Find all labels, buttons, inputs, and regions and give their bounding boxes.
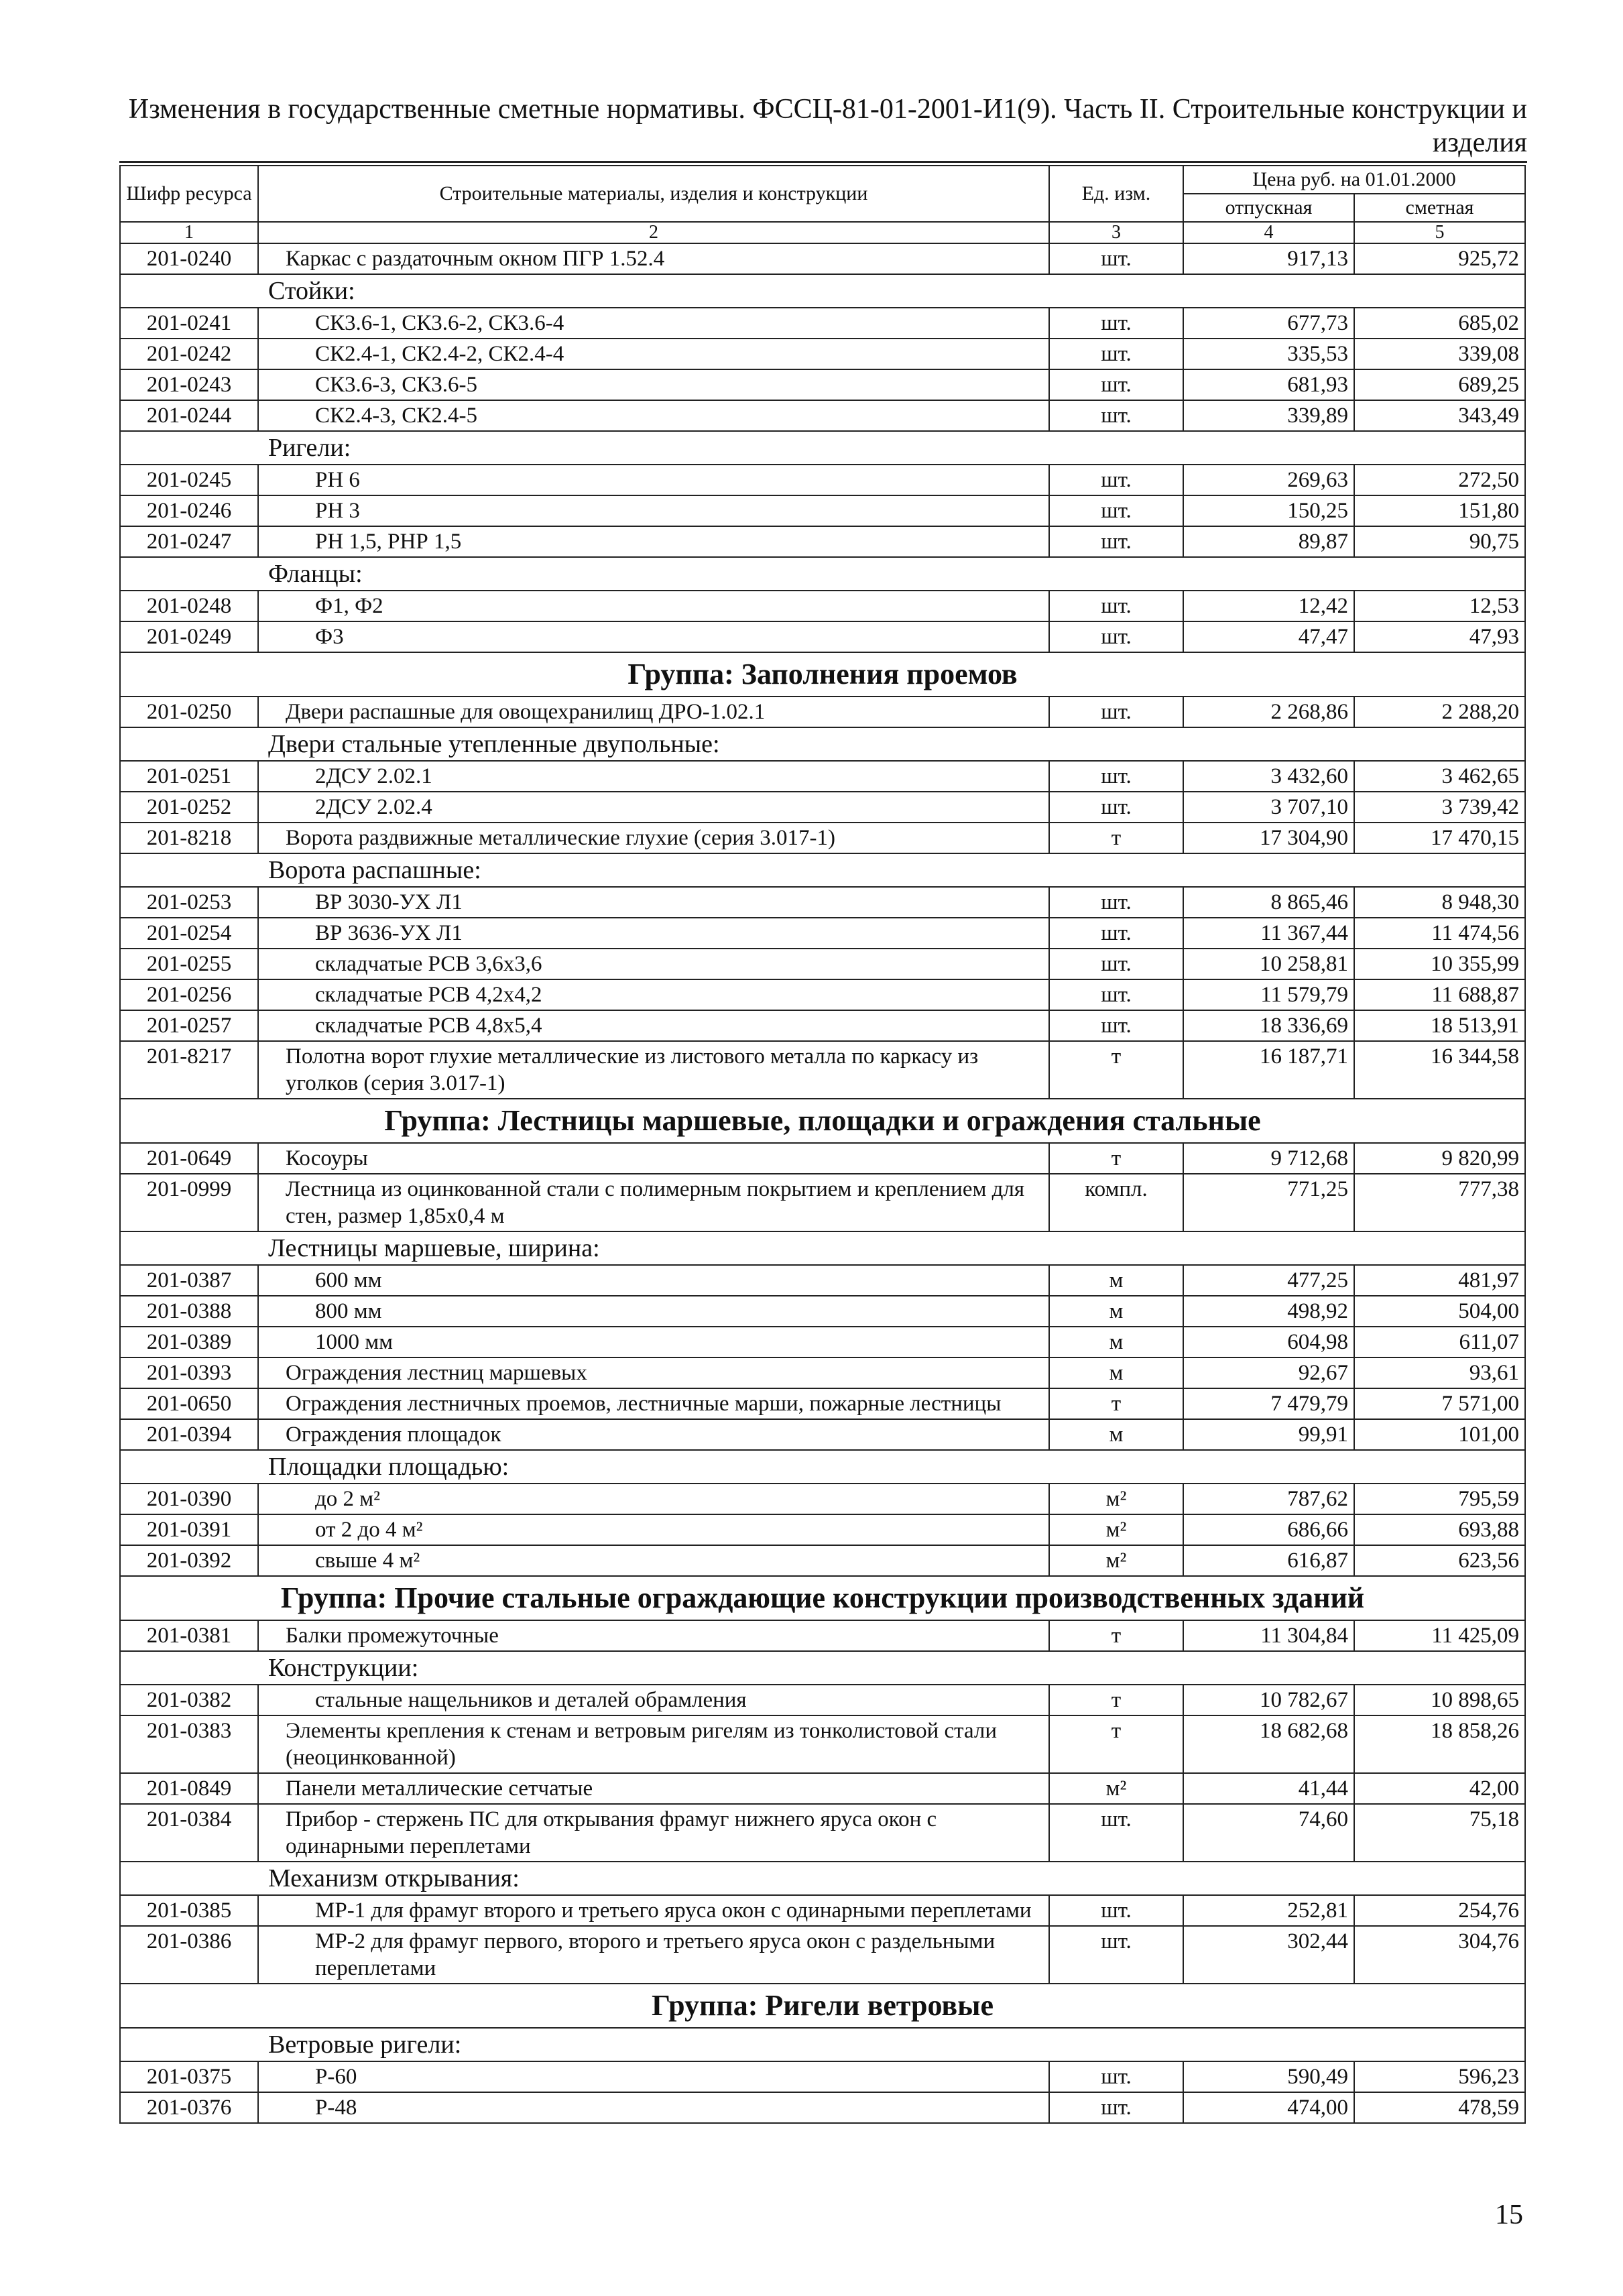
table-row bbox=[120, 1041, 1525, 1099]
item-name: от 2 до 4 м² bbox=[258, 1514, 1049, 1545]
item-name: Полотна ворот глухие металлические из листового металла по каркасу из уголков (серия 3.017-1) bbox=[258, 1041, 1049, 1099]
estimate-price: 9 820,99 bbox=[1354, 1143, 1525, 1174]
unit-cell: т bbox=[1049, 1143, 1183, 1174]
unit-cell: шт. bbox=[1049, 1895, 1183, 1926]
release-price: 2 268,86 bbox=[1183, 697, 1354, 727]
resource-code: 201-0383 bbox=[120, 1715, 258, 1773]
section-row bbox=[120, 1651, 1525, 1685]
release-price: 686,66 bbox=[1183, 1514, 1354, 1545]
estimate-price: 795,59 bbox=[1354, 1484, 1525, 1514]
release-price: 302,44 bbox=[1183, 1926, 1354, 1984]
section-title: Фланцы: bbox=[120, 557, 1525, 591]
release-price: 3 707,10 bbox=[1183, 792, 1354, 823]
item-name: МР-2 для фрамуг первого, второго и третьего яруса окон с раздельными переплетами bbox=[258, 1926, 1049, 1984]
table-row bbox=[120, 591, 1525, 621]
release-price: 74,60 bbox=[1183, 1804, 1354, 1862]
item-name: Лестница из оцинкованной стали с полимерным покрытием и креплением для стен, размер 1,85x0,4 м bbox=[258, 1174, 1049, 1231]
item-name: Балки промежуточные bbox=[258, 1620, 1049, 1651]
estimate-price: 101,00 bbox=[1354, 1419, 1525, 1450]
resource-code: 201-0391 bbox=[120, 1514, 258, 1545]
table-row bbox=[120, 400, 1525, 431]
table-body bbox=[120, 243, 1525, 2123]
price-table bbox=[119, 165, 1526, 2124]
item-name: 800 мм bbox=[258, 1296, 1049, 1327]
section-title: Ригели: bbox=[120, 431, 1525, 465]
item-name: СК2.4-1, СК2.4-2, СК2.4-4 bbox=[258, 339, 1049, 369]
column-index: 5 bbox=[1354, 222, 1525, 243]
estimate-price: 151,80 bbox=[1354, 495, 1525, 526]
release-price: 474,00 bbox=[1183, 2092, 1354, 2123]
unit-cell: т bbox=[1049, 1620, 1183, 1651]
release-price: 269,63 bbox=[1183, 465, 1354, 495]
table-row bbox=[120, 243, 1525, 274]
estimate-price: 16 344,58 bbox=[1354, 1041, 1525, 1099]
table-row bbox=[120, 339, 1525, 369]
table-row bbox=[120, 697, 1525, 727]
item-name: Элементы крепления к стенам и ветровым ригелям из тонколистовой стали (неоцинкованной) bbox=[258, 1715, 1049, 1773]
header-name: Строительные материалы, изделия и конструкции bbox=[258, 166, 1049, 222]
release-price: 339,89 bbox=[1183, 400, 1354, 431]
group-title: Группа: Заполнения проемов bbox=[120, 652, 1525, 697]
release-price: 18 336,69 bbox=[1183, 1010, 1354, 1041]
document-header: Изменения в государственные сметные нормативы. ФССЦ-81-01-2001-И1(9). Часть II. Строительные конструкции и изделия bbox=[119, 93, 1527, 163]
estimate-price: 10 355,99 bbox=[1354, 949, 1525, 979]
unit-cell: шт. bbox=[1049, 339, 1183, 369]
unit-cell: шт. bbox=[1049, 621, 1183, 652]
section-title: Площадки площадью: bbox=[120, 1450, 1525, 1484]
estimate-price: 10 898,65 bbox=[1354, 1685, 1525, 1715]
item-name: РН 1,5, РНР 1,5 bbox=[258, 526, 1049, 557]
unit-cell: шт. bbox=[1049, 369, 1183, 400]
estimate-price: 3 462,65 bbox=[1354, 761, 1525, 792]
unit-cell: шт. bbox=[1049, 761, 1183, 792]
resource-code: 201-0999 bbox=[120, 1174, 258, 1231]
item-name: Ворота раздвижные металлические глухие (серия 3.017-1) bbox=[258, 823, 1049, 853]
item-name: ВР 3030-УХ Л1 bbox=[258, 887, 1049, 918]
item-name: складчатые РСВ 3,6x3,6 bbox=[258, 949, 1049, 979]
resource-code: 201-0849 bbox=[120, 1773, 258, 1804]
unit-cell: м² bbox=[1049, 1773, 1183, 1804]
table-row bbox=[120, 1685, 1525, 1715]
estimate-price: 478,59 bbox=[1354, 2092, 1525, 2123]
estimate-price: 343,49 bbox=[1354, 400, 1525, 431]
resource-code: 201-0389 bbox=[120, 1327, 258, 1357]
unit-cell: шт. bbox=[1049, 495, 1183, 526]
unit-cell: шт. bbox=[1049, 400, 1183, 431]
estimate-price: 17 470,15 bbox=[1354, 823, 1525, 853]
estimate-price: 925,72 bbox=[1354, 243, 1525, 274]
item-name: Косоуры bbox=[258, 1143, 1049, 1174]
table-row bbox=[120, 1620, 1525, 1651]
resource-code: 201-0257 bbox=[120, 1010, 258, 1041]
resource-code: 201-8218 bbox=[120, 823, 258, 853]
estimate-price: 42,00 bbox=[1354, 1773, 1525, 1804]
estimate-price: 254,76 bbox=[1354, 1895, 1525, 1926]
table-row bbox=[120, 792, 1525, 823]
release-price: 477,25 bbox=[1183, 1265, 1354, 1296]
item-name: свыше 4 м² bbox=[258, 1545, 1049, 1576]
unit-cell: т bbox=[1049, 1685, 1183, 1715]
estimate-price: 18 858,26 bbox=[1354, 1715, 1525, 1773]
release-price: 18 682,68 bbox=[1183, 1715, 1354, 1773]
header-code: Шифр ресурса bbox=[120, 166, 258, 222]
estimate-price: 7 571,00 bbox=[1354, 1388, 1525, 1419]
resource-code: 201-0242 bbox=[120, 339, 258, 369]
table-row bbox=[120, 1419, 1525, 1450]
release-price: 99,91 bbox=[1183, 1419, 1354, 1450]
item-name: Ограждения площадок bbox=[258, 1419, 1049, 1450]
column-index: 3 bbox=[1049, 222, 1183, 243]
unit-cell: шт. bbox=[1049, 1926, 1183, 1984]
resource-code: 201-0375 bbox=[120, 2061, 258, 2092]
resource-code: 201-0394 bbox=[120, 1419, 258, 1450]
item-name: РН 6 bbox=[258, 465, 1049, 495]
estimate-price: 18 513,91 bbox=[1354, 1010, 1525, 1041]
estimate-price: 304,76 bbox=[1354, 1926, 1525, 1984]
header-estimate: сметная bbox=[1354, 194, 1525, 222]
table-row bbox=[120, 1715, 1525, 1773]
section-row bbox=[120, 274, 1525, 308]
release-price: 92,67 bbox=[1183, 1357, 1354, 1388]
estimate-price: 11 474,56 bbox=[1354, 918, 1525, 949]
header-release: отпускная bbox=[1183, 194, 1354, 222]
resource-code: 201-0243 bbox=[120, 369, 258, 400]
unit-cell: шт. bbox=[1049, 1804, 1183, 1862]
resource-code: 201-0382 bbox=[120, 1685, 258, 1715]
group-row bbox=[120, 1576, 1525, 1620]
estimate-price: 504,00 bbox=[1354, 1296, 1525, 1327]
table-row bbox=[120, 979, 1525, 1010]
release-price: 604,98 bbox=[1183, 1327, 1354, 1357]
table-row bbox=[120, 1143, 1525, 1174]
resource-code: 201-0390 bbox=[120, 1484, 258, 1514]
table-row bbox=[120, 949, 1525, 979]
resource-code: 201-0252 bbox=[120, 792, 258, 823]
estimate-price: 11 425,09 bbox=[1354, 1620, 1525, 1651]
unit-cell: шт. bbox=[1049, 887, 1183, 918]
group-row bbox=[120, 1099, 1525, 1143]
release-price: 10 258,81 bbox=[1183, 949, 1354, 979]
section-title: Механизм открывания: bbox=[120, 1862, 1525, 1895]
unit-cell: шт. bbox=[1049, 308, 1183, 339]
table-row bbox=[120, 621, 1525, 652]
resource-code: 201-0385 bbox=[120, 1895, 258, 1926]
unit-cell: м bbox=[1049, 1265, 1183, 1296]
release-price: 47,47 bbox=[1183, 621, 1354, 652]
item-name: до 2 м² bbox=[258, 1484, 1049, 1514]
unit-cell: м bbox=[1049, 1327, 1183, 1357]
release-price: 771,25 bbox=[1183, 1174, 1354, 1231]
unit-cell: шт. bbox=[1049, 526, 1183, 557]
release-price: 787,62 bbox=[1183, 1484, 1354, 1514]
table-row bbox=[120, 1514, 1525, 1545]
section-title: Стойки: bbox=[120, 274, 1525, 308]
release-price: 616,87 bbox=[1183, 1545, 1354, 1576]
section-row bbox=[120, 727, 1525, 761]
estimate-price: 693,88 bbox=[1354, 1514, 1525, 1545]
table-row bbox=[120, 918, 1525, 949]
estimate-price: 611,07 bbox=[1354, 1327, 1525, 1357]
resource-code: 201-0254 bbox=[120, 918, 258, 949]
unit-cell: шт. bbox=[1049, 243, 1183, 274]
unit-cell: компл. bbox=[1049, 1174, 1183, 1231]
section-row bbox=[120, 557, 1525, 591]
resource-code: 201-0381 bbox=[120, 1620, 258, 1651]
unit-cell: шт. bbox=[1049, 591, 1183, 621]
release-price: 3 432,60 bbox=[1183, 761, 1354, 792]
resource-code: 201-0392 bbox=[120, 1545, 258, 1576]
group-title: Группа: Лестницы маршевые, площадки и ограждения стальные bbox=[120, 1099, 1525, 1143]
item-name: ВР 3636-УХ Л1 bbox=[258, 918, 1049, 949]
release-price: 16 187,71 bbox=[1183, 1041, 1354, 1099]
resource-code: 201-0250 bbox=[120, 697, 258, 727]
table-row bbox=[120, 369, 1525, 400]
release-price: 41,44 bbox=[1183, 1773, 1354, 1804]
unit-cell: шт. bbox=[1049, 1010, 1183, 1041]
release-price: 150,25 bbox=[1183, 495, 1354, 526]
unit-cell: шт. bbox=[1049, 697, 1183, 727]
estimate-price: 777,38 bbox=[1354, 1174, 1525, 1231]
estimate-price: 3 739,42 bbox=[1354, 792, 1525, 823]
item-name: СК2.4-3, СК2.4-5 bbox=[258, 400, 1049, 431]
resource-code: 201-0376 bbox=[120, 2092, 258, 2123]
release-price: 590,49 bbox=[1183, 2061, 1354, 2092]
item-name: Р-60 bbox=[258, 2061, 1049, 2092]
section-row bbox=[120, 2028, 1525, 2061]
resource-code: 201-0384 bbox=[120, 1804, 258, 1862]
resource-code: 201-8217 bbox=[120, 1041, 258, 1099]
estimate-price: 623,56 bbox=[1354, 1545, 1525, 1576]
table-row bbox=[120, 308, 1525, 339]
resource-code: 201-0256 bbox=[120, 979, 258, 1010]
release-price: 10 782,67 bbox=[1183, 1685, 1354, 1715]
item-name: Ограждения лестничных проемов, лестничные марши, пожарные лестницы bbox=[258, 1388, 1049, 1419]
table-row bbox=[120, 1327, 1525, 1357]
unit-cell: шт. bbox=[1049, 918, 1183, 949]
unit-cell: шт. bbox=[1049, 2092, 1183, 2123]
resource-code: 201-0253 bbox=[120, 887, 258, 918]
item-name: 600 мм bbox=[258, 1265, 1049, 1296]
table-row bbox=[120, 1926, 1525, 1984]
table-row bbox=[120, 495, 1525, 526]
resource-code: 201-0255 bbox=[120, 949, 258, 979]
resource-code: 201-0240 bbox=[120, 243, 258, 274]
unit-cell: м bbox=[1049, 1296, 1183, 1327]
table-row bbox=[120, 1895, 1525, 1926]
resource-code: 201-0388 bbox=[120, 1296, 258, 1327]
section-title: Конструкции: bbox=[120, 1651, 1525, 1685]
resource-code: 201-0245 bbox=[120, 465, 258, 495]
table-row bbox=[120, 887, 1525, 918]
resource-code: 201-0247 bbox=[120, 526, 258, 557]
resource-code: 201-0248 bbox=[120, 591, 258, 621]
item-name: 2ДСУ 2.02.1 bbox=[258, 761, 1049, 792]
release-price: 252,81 bbox=[1183, 1895, 1354, 1926]
unit-cell: м² bbox=[1049, 1514, 1183, 1545]
estimate-price: 2 288,20 bbox=[1354, 697, 1525, 727]
unit-cell: шт. bbox=[1049, 2061, 1183, 2092]
release-price: 11 579,79 bbox=[1183, 979, 1354, 1010]
table-row bbox=[120, 1010, 1525, 1041]
release-price: 498,92 bbox=[1183, 1296, 1354, 1327]
release-price: 335,53 bbox=[1183, 339, 1354, 369]
section-row bbox=[120, 1450, 1525, 1484]
table-row bbox=[120, 1296, 1525, 1327]
item-name: Ограждения лестниц маршевых bbox=[258, 1357, 1049, 1388]
item-name: 2ДСУ 2.02.4 bbox=[258, 792, 1049, 823]
estimate-price: 689,25 bbox=[1354, 369, 1525, 400]
column-index: 2 bbox=[258, 222, 1049, 243]
item-name: Ф1, Ф2 bbox=[258, 591, 1049, 621]
estimate-price: 481,97 bbox=[1354, 1265, 1525, 1296]
resource-code: 201-0386 bbox=[120, 1926, 258, 1984]
section-row bbox=[120, 1862, 1525, 1895]
column-index-row bbox=[120, 222, 1525, 243]
item-name: складчатые РСВ 4,8x5,4 bbox=[258, 1010, 1049, 1041]
section-row bbox=[120, 1231, 1525, 1265]
release-price: 11 304,84 bbox=[1183, 1620, 1354, 1651]
unit-cell: шт. bbox=[1049, 949, 1183, 979]
resource-code: 201-0650 bbox=[120, 1388, 258, 1419]
estimate-price: 75,18 bbox=[1354, 1804, 1525, 1862]
group-row bbox=[120, 652, 1525, 697]
release-price: 7 479,79 bbox=[1183, 1388, 1354, 1419]
table-row bbox=[120, 1484, 1525, 1514]
release-price: 681,93 bbox=[1183, 369, 1354, 400]
item-name: РН 3 bbox=[258, 495, 1049, 526]
page-number: 15 bbox=[1495, 2199, 1523, 2230]
unit-cell: шт. bbox=[1049, 465, 1183, 495]
table-row bbox=[120, 1174, 1525, 1231]
release-price: 11 367,44 bbox=[1183, 918, 1354, 949]
group-title: Группа: Ригели ветровые bbox=[120, 1984, 1525, 2028]
resource-code: 201-0249 bbox=[120, 621, 258, 652]
header-price: Цена руб. на 01.01.2000 bbox=[1183, 166, 1525, 194]
release-price: 12,42 bbox=[1183, 591, 1354, 621]
unit-cell: м² bbox=[1049, 1484, 1183, 1514]
unit-cell: т bbox=[1049, 1715, 1183, 1773]
item-name: СК3.6-1, СК3.6-2, СК3.6-4 bbox=[258, 308, 1049, 339]
unit-cell: т bbox=[1049, 823, 1183, 853]
table-row bbox=[120, 1545, 1525, 1576]
table-row bbox=[120, 2061, 1525, 2092]
section-title: Ветровые ригели: bbox=[120, 2028, 1525, 2061]
estimate-price: 90,75 bbox=[1354, 526, 1525, 557]
section-row bbox=[120, 853, 1525, 887]
column-index: 4 bbox=[1183, 222, 1354, 243]
estimate-price: 93,61 bbox=[1354, 1357, 1525, 1388]
release-price: 677,73 bbox=[1183, 308, 1354, 339]
table-row bbox=[120, 465, 1525, 495]
release-price: 917,13 bbox=[1183, 243, 1354, 274]
item-name: Р-48 bbox=[258, 2092, 1049, 2123]
table-row bbox=[120, 1388, 1525, 1419]
section-title: Лестницы маршевые, ширина: bbox=[120, 1231, 1525, 1265]
section-row bbox=[120, 431, 1525, 465]
estimate-price: 12,53 bbox=[1354, 591, 1525, 621]
estimate-price: 685,02 bbox=[1354, 308, 1525, 339]
resource-code: 201-0251 bbox=[120, 761, 258, 792]
header-unit: Ед. изм. bbox=[1049, 166, 1183, 222]
unit-cell: м bbox=[1049, 1419, 1183, 1450]
item-name: Каркас с раздаточным окном ПГР 1.52.4 bbox=[258, 243, 1049, 274]
item-name: 1000 мм bbox=[258, 1327, 1049, 1357]
item-name: складчатые РСВ 4,2x4,2 bbox=[258, 979, 1049, 1010]
release-price: 17 304,90 bbox=[1183, 823, 1354, 853]
unit-cell: м² bbox=[1049, 1545, 1183, 1576]
unit-cell: т bbox=[1049, 1041, 1183, 1099]
column-index: 1 bbox=[120, 222, 258, 243]
group-row bbox=[120, 1984, 1525, 2028]
resource-code: 201-0241 bbox=[120, 308, 258, 339]
release-price: 9 712,68 bbox=[1183, 1143, 1354, 1174]
unit-cell: шт. bbox=[1049, 979, 1183, 1010]
item-name: Ф3 bbox=[258, 621, 1049, 652]
group-title: Группа: Прочие стальные ограждающие конструкции производственных зданий bbox=[120, 1576, 1525, 1620]
unit-cell: м bbox=[1049, 1357, 1183, 1388]
table-row bbox=[120, 1804, 1525, 1862]
estimate-price: 11 688,87 bbox=[1354, 979, 1525, 1010]
release-price: 89,87 bbox=[1183, 526, 1354, 557]
table-row bbox=[120, 526, 1525, 557]
section-title: Ворота распашные: bbox=[120, 853, 1525, 887]
resource-code: 201-0246 bbox=[120, 495, 258, 526]
item-name: стальные нащельников и деталей обрамления bbox=[258, 1685, 1049, 1715]
resource-code: 201-0393 bbox=[120, 1357, 258, 1388]
section-title: Двери стальные утепленные двупольные: bbox=[120, 727, 1525, 761]
item-name: МР-1 для фрамуг второго и третьего яруса окон с одинарными переплетами bbox=[258, 1895, 1049, 1926]
resource-code: 201-0387 bbox=[120, 1265, 258, 1296]
table-row bbox=[120, 1265, 1525, 1296]
unit-cell: т bbox=[1049, 1388, 1183, 1419]
estimate-price: 339,08 bbox=[1354, 339, 1525, 369]
table-row bbox=[120, 2092, 1525, 2123]
item-name: Двери распашные для овощехранилищ ДРО-1.02.1 bbox=[258, 697, 1049, 727]
table-row bbox=[120, 761, 1525, 792]
table-row bbox=[120, 823, 1525, 853]
table-row bbox=[120, 1357, 1525, 1388]
estimate-price: 272,50 bbox=[1354, 465, 1525, 495]
estimate-price: 596,23 bbox=[1354, 2061, 1525, 2092]
table-row bbox=[120, 1773, 1525, 1804]
item-name: СК3.6-3, СК3.6-5 bbox=[258, 369, 1049, 400]
unit-cell: шт. bbox=[1049, 792, 1183, 823]
item-name: Панели металлические сетчатые bbox=[258, 1773, 1049, 1804]
resource-code: 201-0244 bbox=[120, 400, 258, 431]
estimate-price: 8 948,30 bbox=[1354, 887, 1525, 918]
estimate-price: 47,93 bbox=[1354, 621, 1525, 652]
resource-code: 201-0649 bbox=[120, 1143, 258, 1174]
release-price: 8 865,46 bbox=[1183, 887, 1354, 918]
item-name: Прибор - стержень ПС для открывания фрамуг нижнего яруса окон с одинарными переплетами bbox=[258, 1804, 1049, 1862]
